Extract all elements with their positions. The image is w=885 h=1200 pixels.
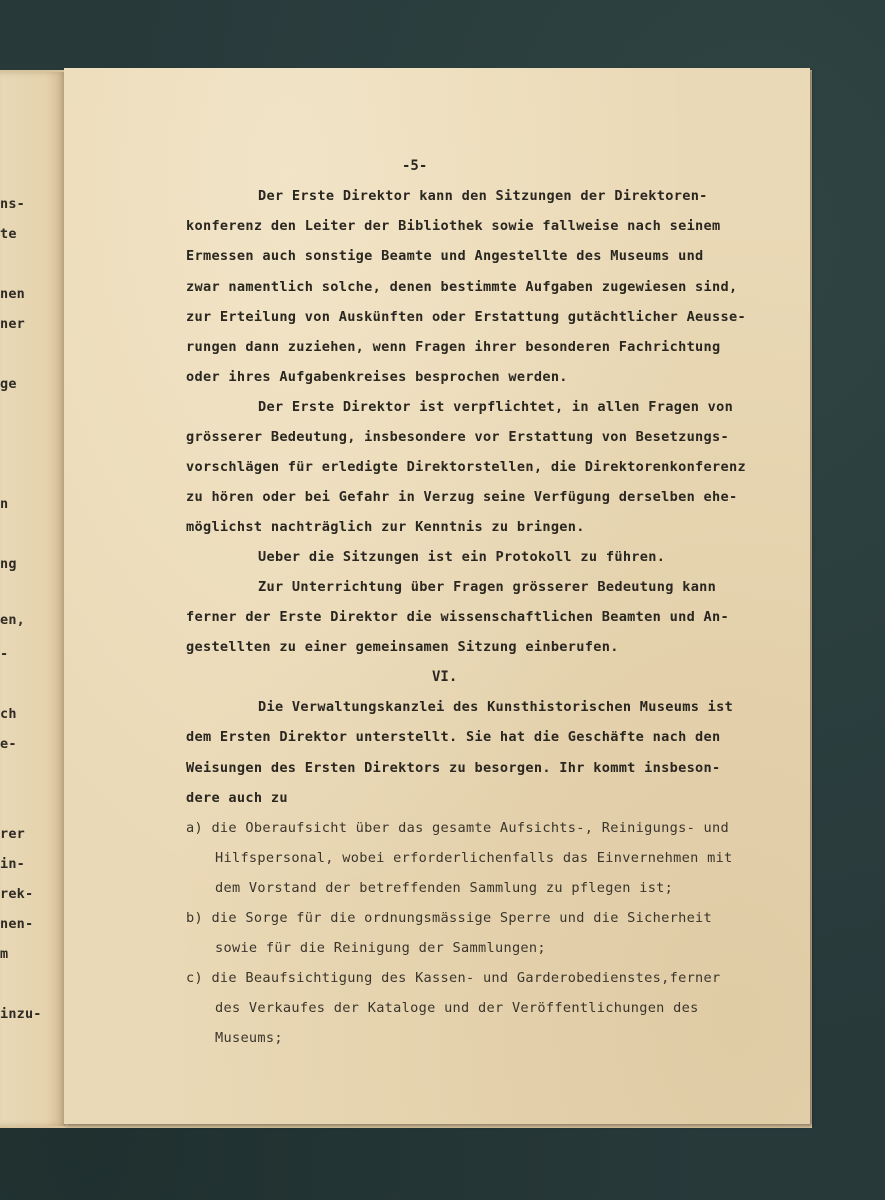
margin-fragment: ng <box>0 556 17 572</box>
margin-fragment: ch <box>0 706 17 722</box>
text-line: sowie für die Reinigung der Sammlungen; <box>215 940 546 956</box>
text-line: Ueber die Sitzungen ist ein Protokoll zu führen. <box>258 549 666 565</box>
list-item-b: b) die Sorge für die ordnungsmässige Sperre und die Sicherheit <box>186 910 713 926</box>
margin-fragment: en, <box>0 612 25 628</box>
margin-fragment: rek- <box>0 886 34 902</box>
text-line: Ermessen auch sonstige Beamte und Angestellte des Museums und <box>186 248 704 264</box>
list-item-a: a) die Oberaufsicht über das gesamte Aufsichts-, Reinigungs- und <box>186 820 729 836</box>
text-line: zu hören oder bei Gefahr in Verzug seine Verfügung derselben ehe- <box>186 489 738 505</box>
text-line: gestellten zu einer gemeinsamen Sitzung einberufen. <box>186 639 619 655</box>
text-line: Hilfspersonal, wobei erforderlichenfalls das Einvernehmen mit <box>215 850 733 866</box>
text-line: Museums; <box>215 1030 283 1046</box>
margin-fragment: n <box>0 496 9 512</box>
text-line: Zur Unterrichtung über Fragen grösserer Bedeutung kann <box>258 579 717 595</box>
section-heading: VI. <box>432 669 458 685</box>
text-line: grösserer Bedeutung, insbesondere vor Erstattung von Besetzungs- <box>186 429 729 445</box>
margin-fragment: e- <box>0 736 17 752</box>
text-line: Die Verwaltungskanzlei des Kunsthistorischen Museums ist <box>258 699 734 715</box>
text-line: vorschlägen für erledigte Direktorstellen, die Direktorenkonferenz <box>186 459 746 475</box>
margin-fragment: nen- <box>0 916 34 932</box>
text-line: Weisungen des Ersten Direktors zu besorgen. Ihr kommt insbeson- <box>186 760 721 776</box>
margin-fragment: ns- <box>0 196 25 212</box>
text-line: rungen dann zuziehen, wenn Fragen ihrer besonderen Fachrichtung <box>186 339 721 355</box>
margin-fragment: in- <box>0 856 25 872</box>
text-line: oder ihres Aufgabenkreises besprochen werden. <box>186 369 568 385</box>
text-line: dere auch zu <box>186 790 288 806</box>
left-page-fragment <box>0 72 66 1126</box>
margin-fragment: - <box>0 646 9 662</box>
margin-fragment: ner <box>0 316 25 332</box>
text-line: dem Vorstand der betreffenden Sammlung zu pflegen ist; <box>215 880 674 896</box>
text-line: Der Erste Direktor kann den Sitzungen der Direktoren- <box>258 188 708 204</box>
text-line: möglichst nachträglich zur Kenntnis zu bringen. <box>186 519 585 535</box>
text-line: zur Erteilung von Auskünften oder Erstattung gutächtlicher Aeusse- <box>186 309 746 325</box>
text-line: zwar namentlich solche, denen bestimmte Aufgaben zugewiesen sind, <box>186 279 738 295</box>
text-line: konferenz den Leiter der Bibliothek sowie fallweise nach seinem <box>186 218 721 234</box>
text-line: des Verkaufes der Kataloge und der Veröffentlichungen des <box>215 1000 699 1016</box>
margin-fragment: rer <box>0 826 25 842</box>
typewritten-page <box>64 68 810 1124</box>
margin-fragment: ge <box>0 376 17 392</box>
margin-fragment: m <box>0 946 9 962</box>
page-number: -5- <box>402 158 428 174</box>
margin-fragment: te <box>0 226 17 242</box>
list-item-c: c) die Beaufsichtigung des Kassen- und Garderobedienstes,ferner <box>186 970 721 986</box>
text-line: ferner der Erste Direktor die wissenschaftlichen Beamten und An- <box>186 609 729 625</box>
margin-fragment: nen <box>0 286 25 302</box>
text-line: dem Ersten Direktor unterstellt. Sie hat die Geschäfte nach den <box>186 729 721 745</box>
text-line: Der Erste Direktor ist verpflichtet, in allen Fragen von <box>258 399 734 415</box>
margin-fragment: inzu- <box>0 1006 42 1022</box>
